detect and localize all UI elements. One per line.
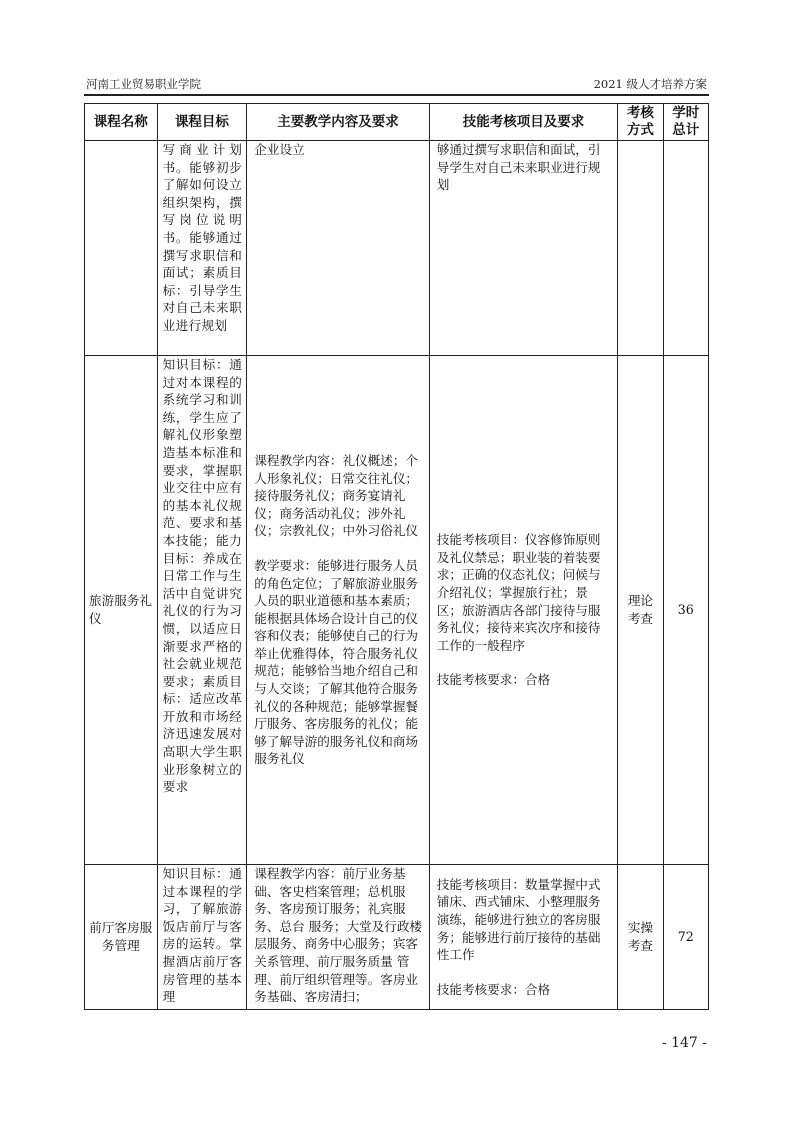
skill-requirements: 技能考核要求：合格 — [436, 672, 551, 688]
table-row — [85, 141, 709, 356]
header-institution: 河南工业贸易职业学院 — [86, 77, 201, 91]
skill-items: 够通过撰写求职信和面试，引导学生对自己未来职业进行规划 — [436, 142, 601, 193]
page-number: - 147 - — [661, 1035, 707, 1051]
column-header-course-goal: 课程目标 — [157, 104, 247, 141]
table-row — [85, 865, 709, 1010]
header-rule — [84, 94, 709, 96]
skill-cell — [429, 356, 618, 865]
column-header-total-hours: 学时 总计 — [663, 104, 708, 141]
skill-requirements: 技能考核要求：合格 — [436, 981, 551, 997]
total-hours-cell: 72 — [663, 865, 708, 1010]
column-header-course-name: 课程名称 — [85, 104, 158, 141]
course-name-cell: 旅游服务礼仪 — [85, 356, 158, 865]
content-cell — [247, 141, 429, 356]
total-hours-cell — [663, 141, 708, 356]
course-goal-cell: 知识目标：通过本课程的学习，了解旅游饭店前厅与客房的运转。掌握酒店前厅客房管理的基本理 — [157, 865, 247, 1010]
table-row — [85, 356, 709, 865]
total-hours-cell: 36 — [663, 356, 708, 865]
column-header-assessment-mode: 考核 方式 — [618, 104, 663, 141]
column-header-content: 主要教学内容及要求 — [247, 104, 429, 141]
course-goal-cell: 知识目标：通过对本课程的系统学习和训练，学生应了解礼仪形象塑造基本标准和要求，掌握职业交往中应有的基本礼仪规范、要求和基本技能；能力目标：养成在日常工作与生活中自觉讲究礼仪的行为习惯，以适应日渐要求严格的社会就业规范要求；素质目标：适应改革开放和市场经济迅速发展对高职大学生职业形象树立的要求 — [157, 356, 247, 865]
content-requirements: 教学要求：能够进行服务人员的角色定位；了解旅游业服务人员的职业道德和基本素质；能根据具体场合设计自己的仪容和仪表；能够使自己的行为举止优雅得体，符合服务礼仪规范；能够恰当地介绍自己和与人交谈；了解其他符合服务礼仪的各种规范；能够掌握餐厅服务、客房服务的礼仪；能够了解导游的服务礼仪和商场服务礼仪 — [254, 557, 419, 767]
content-intro: 课程教学内容：前厅业务基础、客史档案管理；总机服务、客房预订服务；礼宾服务、总台 服务；大堂及行政楼层服务、商务中心服务；宾客关系管理、前厅服务质量 管理、前厅组织管理等。客房业务基础、客房清扫； — [254, 866, 423, 1005]
skill-items: 技能考核项目：仪容修饰原则及礼仪禁忌；职业装的着装要求；正确的仪态礼仪；问候与介绍礼仪；掌握旅行社；景区；旅游酒店各部门接待与服务礼仪；接待来宾次序和接待工作的一般程序 — [436, 532, 601, 653]
content-cell — [247, 356, 429, 865]
header-document-title: 2021 级人才培养方案 — [593, 77, 707, 91]
table-header-row — [85, 104, 709, 141]
skill-cell — [429, 865, 618, 1010]
content-intro: 企业设立 — [254, 142, 305, 157]
content-cell — [247, 865, 429, 1010]
content-intro: 课程教学内容：礼仪概述；个人形象礼仪；日常交往礼仪；接待服务礼仪；商务宴请礼仪；商务活动礼仪；涉外礼仪；宗教礼仪；中外习俗礼仪 — [254, 452, 419, 539]
skill-cell — [429, 141, 618, 356]
course-table — [84, 103, 709, 1010]
course-name-cell — [85, 141, 158, 356]
assessment-mode-cell: 理论 考查 — [618, 356, 663, 865]
skill-items: 技能考核项目：数量掌握中式铺床、西式铺床、小整理服务演练，能够进行独立的客房服务；能够进行前厅接待的基础性工作 — [436, 876, 601, 963]
course-goal-cell: 写商业计划书。能够初步了解如何设立组织架构，撰写岗位说明书。能够通过撰写求职信和面试；素质目标：引导学生对自己未来职业进行规划 — [157, 141, 247, 356]
assessment-mode-cell: 实操 考查 — [618, 865, 663, 1010]
course-name-cell: 前厅客房服务管理 — [85, 865, 158, 1010]
column-header-skill: 技能考核项目及要求 — [429, 104, 618, 141]
assessment-mode-cell — [618, 141, 663, 356]
